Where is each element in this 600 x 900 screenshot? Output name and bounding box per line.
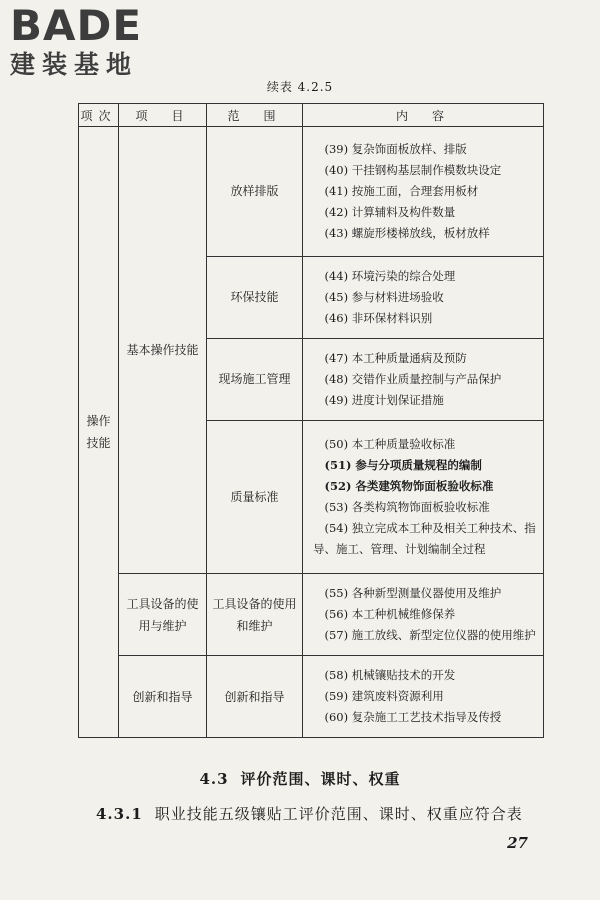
content-cell [303,420,544,574]
content-item: (59) 建筑废料资源利用 [324,689,444,703]
header-cell: 项 目 [119,104,207,127]
item-cell [119,656,207,738]
content-item: (45) 参与材料进场验收 [324,289,444,304]
section-number: 4.3 [199,770,229,788]
content-item: (58) 机械镶贴技术的开发 [324,668,456,682]
table-header-row [79,104,544,127]
content-item: (53) 各类构筑物饰面板验收标准 [324,499,490,514]
header-cell: 项次 [79,104,119,127]
table-row [79,127,544,257]
content-cell [303,256,544,338]
logo-text: BADE [10,1,143,50]
content-item: (47) 本工种质量通病及预防 [324,350,467,365]
paragraph-number: 4.3.1 [96,805,143,823]
content-cell [303,574,544,656]
range-cell: 现场施工管理 [207,338,303,420]
content-item: (40) 干挂钢构基层制作模数块设定 [324,162,502,177]
item-label: 工具设备的使用与维护 [126,596,199,633]
content-item: (56) 本工种机械维修保养 [324,607,456,622]
content-item: (57) 施工放线、新型定位仪器的使用维护 [324,628,536,643]
range-cell: 放样排版 [207,127,303,257]
logo [10,1,143,80]
content-item: (60) 复杂施工工艺技术指导及传授 [324,710,502,724]
section-heading [0,768,600,789]
content-item: (49) 进度计划保证措施 [324,392,444,407]
item-cell [119,127,207,574]
range-cell: 工具设备的使用和维护 [207,574,303,656]
content-item: (46) 非环保材料识别 [324,310,433,325]
item-label: 创新和指导 [132,689,193,704]
content-item: (54) 独立完成本工种及相关工种技术、指导、施工、管理、计划编制全过程 [313,520,536,556]
table-row [79,656,544,738]
category-label: 操作技能 [86,414,111,450]
page-number: 27 [507,834,528,852]
item-label: 基本操作技能 [126,343,199,358]
table-caption: 续表 4.2.5 [266,80,334,94]
header-cell: 范 围 [207,104,303,127]
content-item: (48) 交错作业质量控制与产品保护 [324,371,502,386]
item-cell [119,574,207,656]
range-cell: 环保技能 [207,256,303,338]
range-cell: 质量标准 [207,420,303,574]
content-cell [303,338,544,420]
table-row [79,574,544,656]
content-cell [303,127,544,257]
category-cell [79,127,119,738]
content-item: (41) 按施工面，合理套用板材 [324,183,479,198]
content-item: (42) 计算辅料及构件数量 [324,204,456,219]
content-item: (43) 螺旋形楼梯放线，板材放样 [324,225,490,240]
content-cell [303,656,544,738]
skills-table [78,103,544,738]
content-item: (55) 各种新型测量仪器使用及维护 [324,586,502,601]
logo-subtitle: 建装基地 [10,50,139,79]
header-cell: 内 容 [303,104,544,127]
paragraph-text: 职业技能五级镶贴工评价范围、课时、权重应符合表 [154,805,523,823]
section-title: 评价范围、课时、权重 [240,770,401,788]
paragraph [96,803,523,824]
content-item: (52) 各类建筑物饰面板验收标准 [324,478,494,493]
content-item: (50) 本工种质量验收标准 [324,436,456,451]
content-item: (51) 参与分项质量规程的编制 [324,457,482,472]
content-item: (39) 复杂饰面板放样、排版 [324,141,467,156]
range-cell: 创新和指导 [207,656,303,738]
content-item: (44) 环境污染的综合处理 [324,268,456,283]
